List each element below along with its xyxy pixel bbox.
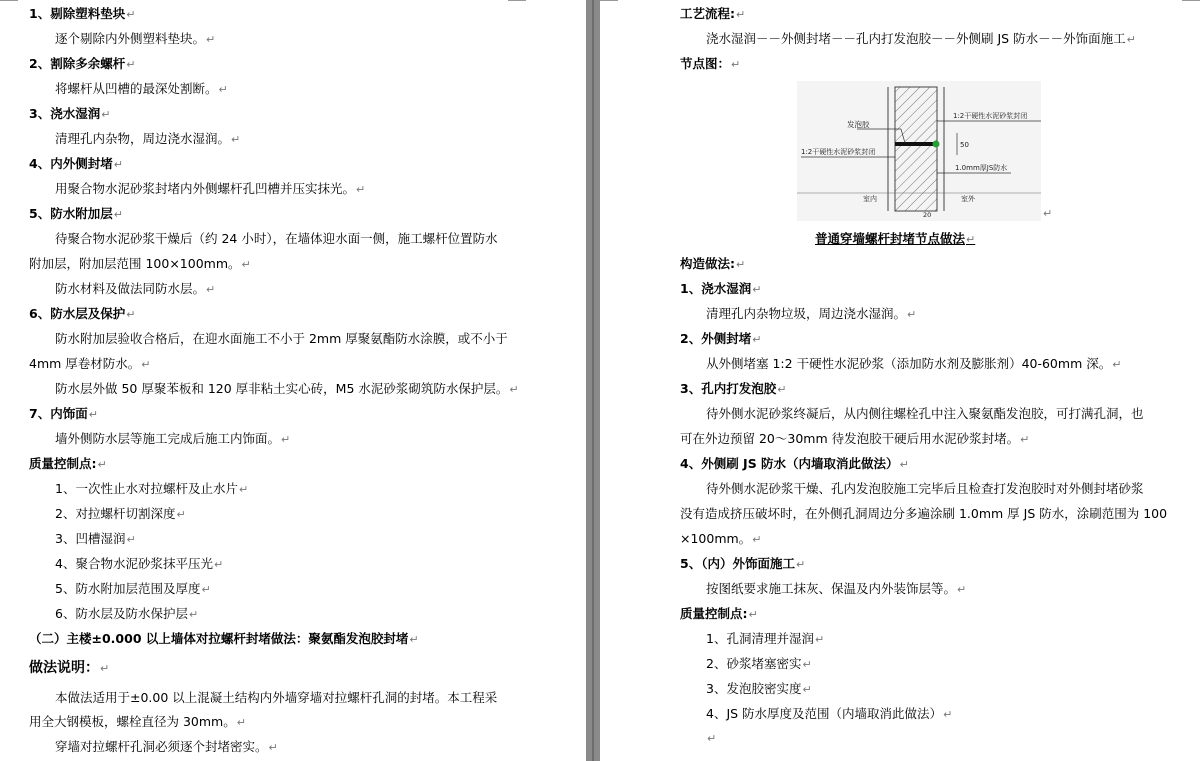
doc-line: ×100mm。↵	[680, 531, 762, 546]
label-foam: 发泡胶	[847, 120, 870, 129]
doc-line: 穿墙对拉螺杆孔洞必须逐个封堵密实。↵	[55, 739, 278, 754]
dimension-value: 50	[960, 141, 969, 149]
paragraph-mark: ↵	[1043, 207, 1053, 220]
doc-line: 7、内饰面↵	[29, 406, 98, 421]
doc-line: 清理孔内杂物，周边浇水湿润。↵	[55, 131, 241, 146]
section-heading: （二）主楼±0.000 以上墙体对拉螺杆封堵做法：聚氨酯发泡胶封堵↵	[29, 631, 419, 646]
doc-line: 按图纸要求施工抹灰、保温及内外装饰层等。↵	[706, 581, 967, 596]
doc-line: 1、剔除塑料垫块↵	[29, 6, 136, 21]
doc-line: 墙外侧防水层等施工完成后施工内饰面。↵	[55, 431, 291, 446]
paragraph-mark: ↵	[707, 732, 717, 745]
label-outdoor: 室外	[961, 195, 975, 203]
label-mortar-right: 1:2干硬性水泥砂浆封闭	[953, 112, 1028, 120]
doc-line: 待外侧水泥砂浆干燥、孔内发泡胶施工完毕后且检查打发泡胶时对外侧封堵砂浆	[706, 481, 1144, 496]
doc-line: 构造做法:↵	[680, 256, 746, 271]
document-page-right	[600, 0, 1202, 761]
doc-line: 本做法适用于±0.00 以上混凝土结构内外墙穿墙对拉螺杆孔洞的封堵。本工程采	[55, 690, 498, 705]
page-corner-mark	[600, 0, 618, 1]
doc-line: 防水材料及做法同防水层。↵	[55, 281, 216, 296]
bolt-hole-foam	[895, 142, 935, 146]
doc-line: 从外侧堵塞 1:2 干硬性水泥砂浆（添加防水剂及膨胀剂）40-60mm 深。↵	[706, 356, 1122, 371]
doc-line: 质量控制点:↵	[680, 606, 758, 621]
doc-line: 附加层，附加层范围 100×100mm。↵	[29, 256, 251, 271]
doc-line: 逐个剔除内外侧塑料垫块。↵	[55, 31, 216, 46]
doc-line: 5、防水附加层范围及厚度↵	[55, 581, 211, 596]
doc-line: 5、（内）外饰面施工↵	[680, 556, 806, 571]
doc-line: 1、孔洞清理并湿润↵	[706, 631, 825, 646]
doc-line: 工艺流程:↵	[680, 6, 746, 21]
doc-line: 2、割除多余螺杆↵	[29, 56, 136, 71]
doc-line: 2、外侧封堵↵	[680, 331, 762, 346]
doc-line: 4、内外侧封堵↵	[29, 156, 123, 171]
doc-line: 质量控制点:↵	[29, 456, 107, 471]
doc-line: 3、凹槽湿润↵	[55, 531, 136, 546]
outer-seal-joint	[933, 141, 940, 148]
doc-line: 防水附加层验收合格后，在迎水面施工不小于 2mm 厚聚氨酯防水涂膜，或不小于	[55, 331, 508, 346]
doc-line: 4、JS 防水厚度及范围（内墙取消此做法）↵	[706, 706, 953, 721]
doc-line: 1、浇水湿润↵	[680, 281, 762, 296]
label-indoor: 室内	[863, 195, 877, 203]
doc-line: 5、防水附加层↵	[29, 206, 123, 221]
doc-line: 节点图：↵	[680, 56, 741, 71]
doc-line: 待聚合物水泥砂浆干燥后（约 24 小时），在墙体迎水面一侧，施工螺杆位置防水	[55, 231, 498, 246]
label-js-waterproof: 1.0mm厚JS防水	[955, 164, 1008, 172]
doc-line: 浇水湿润－－外侧封堵－－孔内打发泡胶－－外侧刷 JS 防水－－外饰面施工↵	[706, 31, 1136, 46]
doc-line: 6、防水层及保护↵	[29, 306, 136, 321]
document-page-left	[0, 0, 586, 761]
doc-line: 4、聚合物水泥砂浆抹平压光↵	[55, 556, 224, 571]
doc-line: 3、发泡胶密实度↵	[706, 681, 812, 696]
doc-line: 1、一次性止水对拉螺杆及止水片↵	[55, 481, 249, 496]
page-gap-line	[592, 0, 594, 761]
label-mortar-left: 1:2干硬性水泥砂浆封闭	[801, 148, 876, 156]
doc-line: 防水层外做 50 厚聚苯板和 120 厚非粘土实心砖，M5 水泥砂浆砌筑防水保护层。↵	[55, 381, 519, 396]
doc-line: 4mm 厚卷材防水。↵	[29, 356, 151, 371]
doc-line: 将螺杆从凹槽的最深处割断。↵	[55, 81, 228, 96]
page-corner-mark	[1182, 0, 1200, 1]
doc-line: 用聚合物水泥砂浆封堵内外侧螺杆孔凹槽并压实抹光。↵	[55, 181, 366, 196]
doc-line: 2、对拉螺杆切割深度↵	[55, 506, 186, 521]
page-corner-mark	[508, 0, 526, 1]
doc-line: 3、浇水湿润↵	[29, 106, 111, 121]
node-detail-diagram	[797, 81, 1041, 221]
wall-section	[895, 87, 937, 211]
page-corner-mark	[0, 0, 18, 1]
doc-line: 4、外侧刷 JS 防水（内墙取消此做法）↵	[680, 456, 909, 471]
doc-line: 清理孔内杂物垃圾，周边浇水湿润。↵	[706, 306, 917, 321]
figure-caption: 普通穿墙螺杆封堵节点做法↵	[815, 231, 976, 246]
doc-line: 6、防水层及防水保护层↵	[55, 606, 199, 621]
doc-line: 可在外边预留 20～30mm 待发泡胶干硬后用水泥砂浆封堵。↵	[680, 431, 1030, 446]
doc-line: 3、孔内打发泡胶↵	[680, 381, 787, 396]
section-heading: 做法说明：↵	[29, 660, 110, 676]
doc-line: 没有造成挤压破坏时，在外侧孔洞周边分多遍涂刷 1.0mm 厚 JS 防水，涂刷范围为 100	[680, 506, 1168, 521]
doc-line: 2、砂浆堵塞密实↵	[706, 656, 812, 671]
dimension-value: 20	[923, 211, 932, 219]
doc-line: 待外侧水泥砂浆终凝后，从内侧往螺栓孔中注入聚氨酯发泡胶，可打满孔洞，也	[706, 406, 1144, 421]
doc-line: 用全大钢模板，螺栓直径为 30mm。↵	[29, 714, 246, 729]
